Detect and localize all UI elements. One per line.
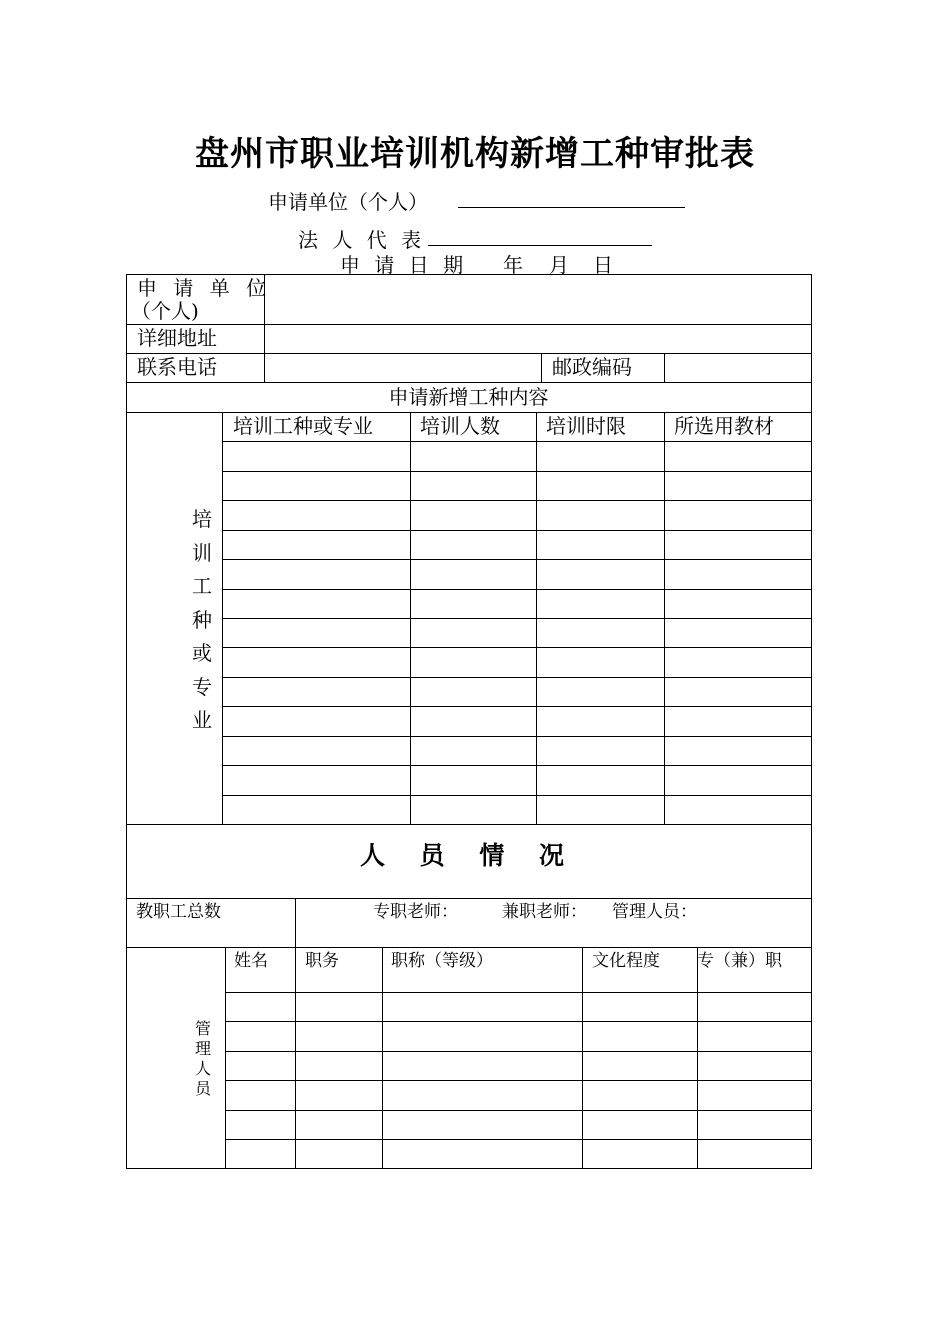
- section-new-trades: 申请新增工种内容: [388, 385, 549, 409]
- col-trainee-count: 培训人数: [420, 414, 500, 438]
- date-month: 月: [549, 253, 569, 277]
- date-year: 年: [503, 253, 523, 277]
- total-staff-label: 教职工总数: [136, 902, 221, 922]
- applicant-unit-field[interactable]: [266, 276, 809, 322]
- address-field[interactable]: [266, 326, 809, 351]
- legal-rep-label: 法 人 代 表: [298, 228, 426, 252]
- trades-side-label: 培训工种或专业: [192, 507, 212, 732]
- applicant-unit-label: 申 请 单 位: [137, 276, 272, 300]
- col-education: 文化程度: [592, 951, 660, 971]
- col-title-grade: 职称（等级）: [391, 951, 493, 971]
- legal-rep-blank[interactable]: [428, 245, 652, 246]
- postal-code-label: 邮政编码: [552, 355, 632, 379]
- applicant-blank[interactable]: [458, 207, 685, 208]
- applicant-unit-label-2: （个人): [131, 299, 199, 323]
- col-name: 姓名: [234, 951, 268, 971]
- col-position: 职务: [305, 951, 339, 971]
- address-label: 详细地址: [137, 326, 217, 350]
- applicant-label: 申请单位（个人）: [268, 190, 428, 214]
- section-staff: 人 员 情 况: [359, 841, 578, 870]
- phone-label: 联系电话: [137, 355, 217, 379]
- admin-staff-label[interactable]: 管理人员：: [612, 902, 697, 922]
- fulltime-teachers-label[interactable]: 专职老师：: [373, 902, 458, 922]
- postal-code-field[interactable]: [666, 355, 809, 380]
- date-day: 日: [593, 253, 613, 277]
- date-label: 申 请 日 期: [340, 253, 468, 277]
- col-trade-or-major: 培训工种或专业: [233, 414, 373, 438]
- col-training-duration: 培训时限: [546, 414, 626, 438]
- parttime-teachers-label[interactable]: 兼职老师：: [502, 902, 587, 922]
- col-textbook: 所选用教材: [674, 414, 774, 438]
- form-title: 盘州市职业培训机构新增工种审批表: [195, 134, 755, 174]
- col-full-part-time: 专（兼）职: [697, 951, 782, 971]
- phone-field[interactable]: [266, 355, 539, 380]
- admin-side-label: 管理人员: [194, 1019, 211, 1098]
